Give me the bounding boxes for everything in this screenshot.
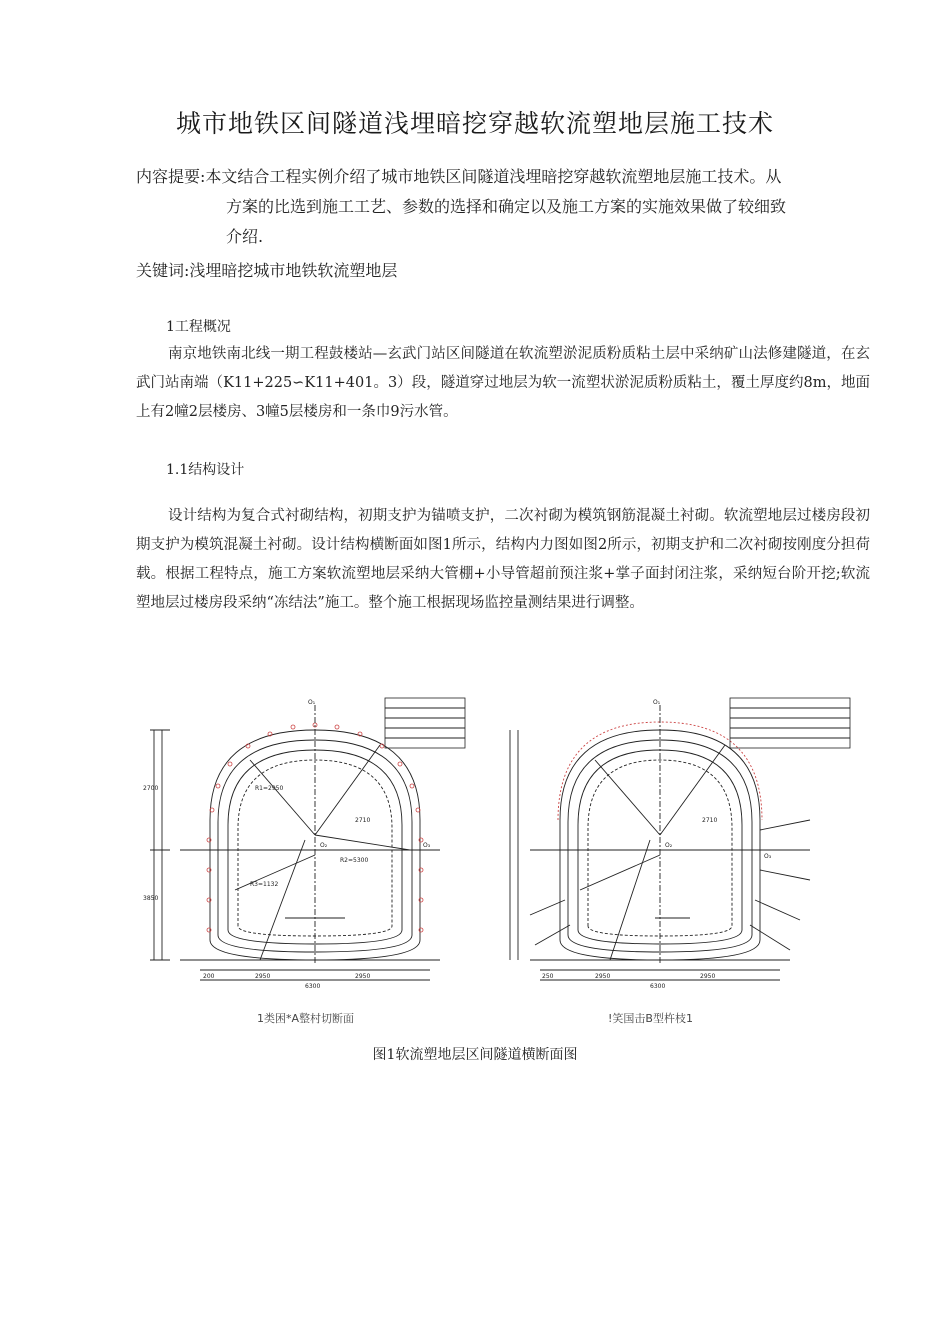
left-dim-r3: R3=1132 [250, 881, 279, 888]
tunnel-cross-section-figure [140, 690, 860, 990]
right-dim-half-right: 2950 [700, 973, 716, 980]
right-dim-half-left: 2950 [595, 973, 611, 980]
left-label-o2: O₂ [320, 842, 328, 849]
right-label-o2: O₂ [665, 842, 673, 849]
figure-caption: 图1软流塑地层区间隧道横断面图 [372, 1047, 578, 1063]
section-heading-1: 1工程概况 [166, 319, 231, 335]
right-label-o3: O₃ [764, 853, 772, 860]
right-dim-edge: 250 [542, 973, 554, 980]
left-dim-half-right: 2950 [355, 973, 371, 980]
left-dim-r2: R2=5300 [340, 857, 369, 864]
keywords-label: 关键词: [136, 261, 190, 280]
section-paragraph-1: 南京地铁南北线一期工程鼓楼站—玄武门站区间隧道在软流塑淤泥质粉质粘土层中采纳矿山法修建隧道，在玄武门站南端（K11+225∽K11+401。3）段，隧道穿过地层为软一流塑状淤泥质粉质粘土，覆土厚度约8m，地面上有2幢2层楼房、3幢5层楼房和一条巾9污水管。 [136, 346, 870, 420]
keywords-value: 浅埋暗挖城市地铁软流塑地层 [189, 261, 398, 280]
abstract [136, 162, 876, 252]
left-dim-r1: R1=2950 [255, 785, 284, 792]
section-paragraph-1-1: 设计结构为复合式衬砌结构，初期支护为锚喷支护，二次衬砌为模筑钢筋混凝土衬砌。软流塑地层过楼房段初期支护为模筑混凝土衬砌。设计结构横断面如图1所示，结构内力图如图2所示，初期支护和二次衬砌按刚度分担荷载。根据工程特点，施工方案软流塑地层采纳大管棚+小导管超前预注浆+掌子面封闭注浆，采纳短台阶开挖;软流塑地层过楼房段采纳“冻结法”施工。整个施工根据现场监控量测结果进行调整。 [136, 508, 870, 611]
left-section-drawing [150, 698, 465, 980]
left-label-o1: O₁ [308, 699, 316, 706]
abstract-line-3: 介绍. [226, 227, 264, 246]
abstract-line-2: 方案的比选到施工工艺、参数的选择和确定以及施工方案的实施效果做了较细致 [226, 197, 787, 216]
figure-right-subcaption: !笑国击B型杵枝1 [608, 1012, 693, 1025]
left-section-labels [143, 699, 431, 990]
right-section-labels [542, 699, 772, 990]
right-section-drawing [510, 698, 850, 980]
abstract-label: 内容提要: [136, 167, 206, 186]
keywords [136, 258, 397, 281]
left-label-o3: O₃ [423, 842, 431, 849]
left-dim-span: 2710 [355, 817, 371, 824]
abstract-line-1: 本文结合工程实例介绍了城市地铁区间隧道浅埋暗挖穿越软流塑地层施工技术。从 [205, 167, 782, 186]
left-dim-mid: 3850 [143, 895, 159, 902]
right-dim-total: 6300 [650, 983, 666, 990]
page-title: 城市地铁区间隧道浅埋暗挖穿越软流塑地层施工技术 [175, 109, 774, 138]
left-dim-side: 2700 [143, 785, 159, 792]
right-label-o1: O₁ [653, 699, 661, 706]
section-heading-1-1: 1.1结构设计 [166, 462, 245, 478]
left-dim-edge: 200 [203, 973, 215, 980]
left-dim-half-left: 2950 [255, 973, 271, 980]
left-dim-total: 6300 [305, 983, 321, 990]
figure-left-subcaption: 1类困*A整村切断面 [257, 1012, 355, 1025]
right-dim-span: 2710 [702, 817, 718, 824]
